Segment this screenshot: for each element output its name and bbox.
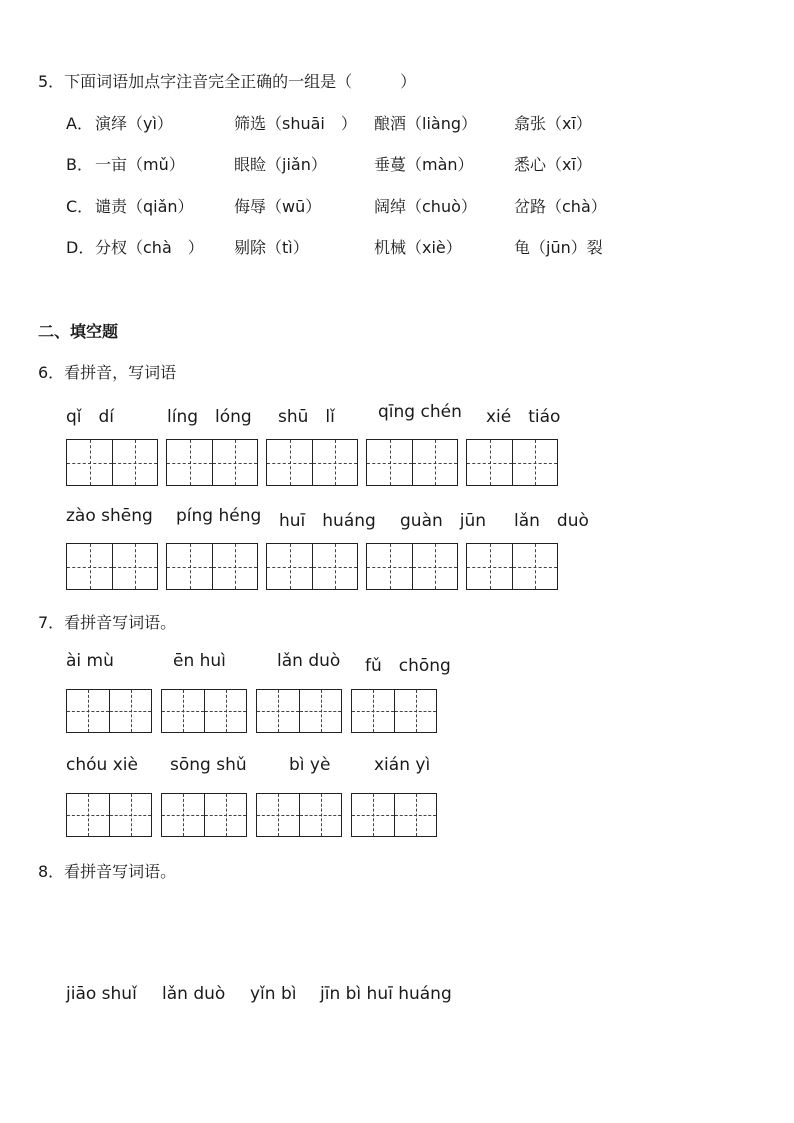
q5-option-b-item4: 悉心（xī）: [514, 155, 592, 174]
writing-box[interactable]: [351, 689, 437, 733]
q5-option-d-item3: 机械（xiè）: [374, 238, 462, 257]
q6-pinyin-9: guàn jūn: [400, 511, 487, 531]
q6-pinyin-6: zào shēng: [66, 506, 153, 526]
q6-pinyin-7: píng héng: [176, 506, 262, 526]
writing-box[interactable]: [266, 439, 358, 486]
q5-option-d-item4: 龟（jūn）裂: [514, 238, 603, 257]
writing-box[interactable]: [161, 793, 247, 837]
q7-writing-grid-row2: [66, 793, 446, 837]
writing-box[interactable]: [366, 439, 458, 486]
q6-pinyin-1: qǐ dí: [66, 407, 115, 427]
q5-option-b-item1: 一亩（mǔ）: [95, 155, 185, 174]
q6-writing-grid-row1: [66, 439, 566, 486]
q5-option-a-letter: A．: [66, 114, 93, 133]
q6-writing-grid-row2: [66, 543, 566, 590]
writing-box[interactable]: [66, 793, 152, 837]
q7-pinyin-6: sōng shǔ: [170, 755, 247, 775]
writing-box[interactable]: [66, 543, 158, 590]
q7-pinyin-4: fǔ chōng: [365, 656, 451, 676]
writing-box[interactable]: [256, 689, 342, 733]
q6-pinyin-5: xié tiáo: [486, 407, 561, 427]
writing-box[interactable]: [166, 543, 258, 590]
q6-pinyin-8: huī huáng: [279, 511, 376, 531]
q5-option-d-item2: 剔除（tì）: [234, 238, 309, 257]
q5-option-b-item2: 眼睑（jiǎn）: [234, 155, 327, 174]
q5-option-b-letter: B．: [66, 155, 93, 174]
q5-option-c-item4: 岔路（chà）: [514, 197, 607, 216]
q5-option-a-item4: 翕张（xī）: [514, 114, 592, 133]
q7-writing-grid-row1: [66, 689, 446, 733]
writing-box[interactable]: [266, 543, 358, 590]
q5-option-a-item1: 演绎（yì）: [95, 114, 173, 133]
writing-box[interactable]: [161, 689, 247, 733]
q7-pinyin-1: ài mù: [66, 651, 114, 671]
q8-pinyin-1: jiāo shuǐ: [66, 984, 137, 1004]
q6-title: 6．看拼音，写词语: [38, 363, 177, 382]
q8-pinyin-3: yǐn bì: [250, 984, 297, 1004]
q7-pinyin-5: chóu xiè: [66, 755, 138, 775]
q5-option-b-item3: 垂蔓（màn）: [374, 155, 474, 174]
q5-option-a-item2: 筛选（shuāi ）: [234, 114, 357, 133]
writing-box[interactable]: [66, 439, 158, 486]
writing-box[interactable]: [66, 689, 152, 733]
q5-option-c-item2: 侮辱（wū）: [234, 197, 322, 216]
q8-pinyin-2: lǎn duò: [162, 984, 226, 1004]
q7-pinyin-3: lǎn duò: [277, 651, 341, 671]
q5-option-c-item3: 阔绰（chuò）: [374, 197, 477, 216]
q6-pinyin-4: qīng chén: [378, 402, 462, 422]
q7-pinyin-8: xián yì: [374, 755, 431, 775]
writing-box[interactable]: [466, 543, 558, 590]
q6-pinyin-2: líng lóng: [167, 407, 252, 427]
q7-pinyin-2: ēn huì: [173, 651, 226, 671]
writing-box[interactable]: [466, 439, 558, 486]
q5-option-a-item3: 酿酒（liàng）: [374, 114, 477, 133]
writing-box[interactable]: [351, 793, 437, 837]
q5-title: 5．下面词语加点字注音完全正确的一组是（ ）: [38, 72, 417, 91]
q7-title: 7．看拼音写词语。: [38, 613, 177, 632]
q5-option-c-item1: 谴责（qiǎn）: [95, 197, 194, 216]
q5-option-d-letter: D．: [66, 238, 95, 257]
writing-box[interactable]: [256, 793, 342, 837]
q5-option-c-letter: C．: [66, 197, 94, 216]
q8-title: 8．看拼音写词语。: [38, 862, 177, 881]
q8-pinyin-4: jīn bì huī huáng: [320, 984, 452, 1004]
writing-box[interactable]: [166, 439, 258, 486]
q6-pinyin-3: shū lǐ: [278, 407, 335, 427]
q7-pinyin-7: bì yè: [289, 755, 331, 775]
q6-pinyin-10: lǎn duò: [514, 511, 589, 531]
writing-box[interactable]: [366, 543, 458, 590]
q5-option-d-item1: 分杈（chà ）: [95, 238, 204, 257]
section-title: 二、填空题: [38, 322, 119, 341]
